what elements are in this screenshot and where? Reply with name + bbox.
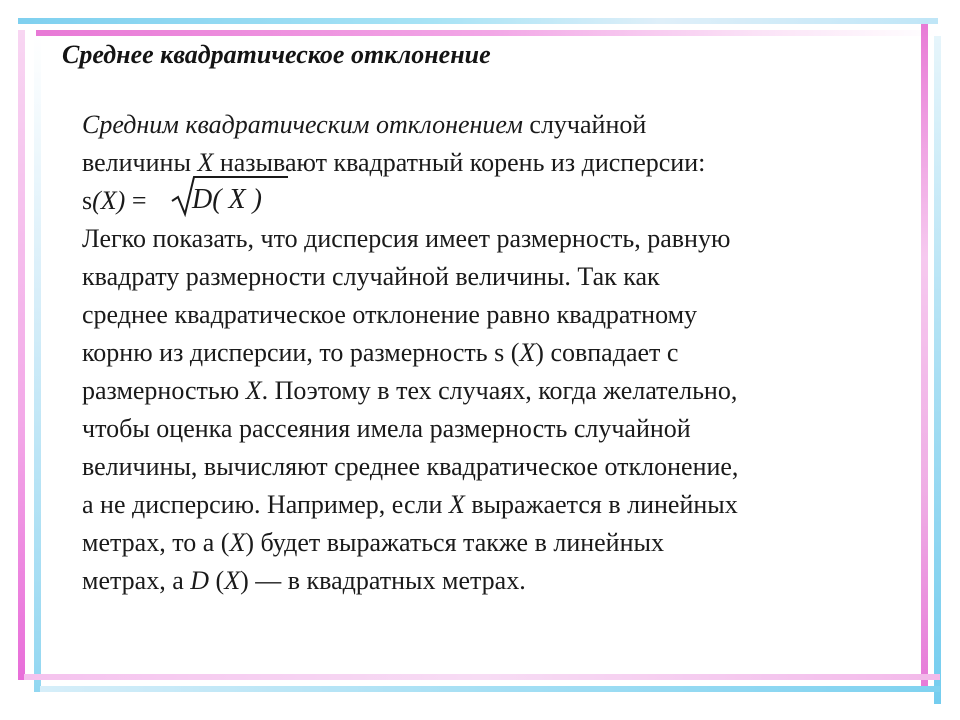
text-span: величины bbox=[82, 148, 198, 177]
variable-x: X bbox=[245, 376, 262, 405]
equals-sign: = bbox=[125, 186, 147, 215]
text-line: квадрату размерности случайной величины. Так как bbox=[82, 262, 660, 291]
decorative-bottom-blue-bar bbox=[40, 686, 940, 692]
variable-x: X bbox=[229, 528, 246, 557]
text-line bbox=[82, 372, 912, 410]
decorative-top-blue-bar bbox=[18, 18, 938, 24]
formula-line bbox=[82, 182, 912, 220]
text-line bbox=[82, 106, 912, 144]
text-span: корню из дисперсии, то размерность s ( bbox=[82, 338, 520, 367]
text-line: среднее квадратическое отклонение равно квадратному bbox=[82, 300, 698, 329]
variable-x: X bbox=[448, 490, 465, 519]
slide-title: Среднее квадратическое отклонение bbox=[62, 40, 491, 69]
text-span: ( bbox=[209, 566, 225, 595]
text-span: размерностью bbox=[82, 376, 246, 405]
text-span: ) — в квадратных метрах. bbox=[240, 566, 526, 595]
text-line: чтобы оценка рассеяния имела размерность случайной bbox=[82, 414, 691, 443]
decorative-bottom-pink-bar bbox=[24, 674, 940, 680]
decorative-right-blue-bar bbox=[934, 36, 941, 704]
defined-term: Средним квадратическим отклонением bbox=[82, 110, 523, 139]
radicand: D( X ) bbox=[192, 184, 262, 215]
decorative-right-pink-bar bbox=[921, 24, 928, 690]
text-span: называют квадратный корень из дисперсии: bbox=[213, 148, 706, 177]
text-span: метрах, то а ( bbox=[82, 528, 230, 557]
decorative-top-pink-bar bbox=[36, 30, 940, 36]
variable-x: X bbox=[197, 148, 214, 177]
variable-x: X bbox=[519, 338, 536, 367]
text-line bbox=[82, 334, 912, 372]
decorative-left-pink-bar bbox=[18, 30, 25, 680]
text-span: ) будет выражаться также в линейных bbox=[245, 528, 664, 557]
text-span: . Поэтому в тех случаях, когда желательно, bbox=[261, 376, 738, 405]
text-span: ) совпадает с bbox=[535, 338, 679, 367]
slide-body bbox=[82, 106, 912, 600]
formula-argument: (X) bbox=[92, 186, 126, 215]
text-line bbox=[82, 486, 912, 524]
text-line: Легко показать, что дисперсия имеет размерность, равную bbox=[82, 224, 731, 253]
variable-x: X bbox=[224, 566, 241, 595]
text-line bbox=[82, 562, 912, 600]
text-span: случайной bbox=[522, 110, 647, 139]
text-span: выражается в линейных bbox=[464, 490, 738, 519]
decorative-left-blue-bar bbox=[34, 36, 41, 692]
text-span: а не дисперсию. Например, если bbox=[82, 490, 449, 519]
sigma-symbol: s bbox=[82, 186, 93, 215]
text-line bbox=[82, 524, 912, 562]
text-line: величины, вычисляют среднее квадратическое отклонение, bbox=[82, 452, 739, 481]
variable-d: D bbox=[190, 566, 210, 595]
text-span: метрах, а bbox=[82, 566, 191, 595]
